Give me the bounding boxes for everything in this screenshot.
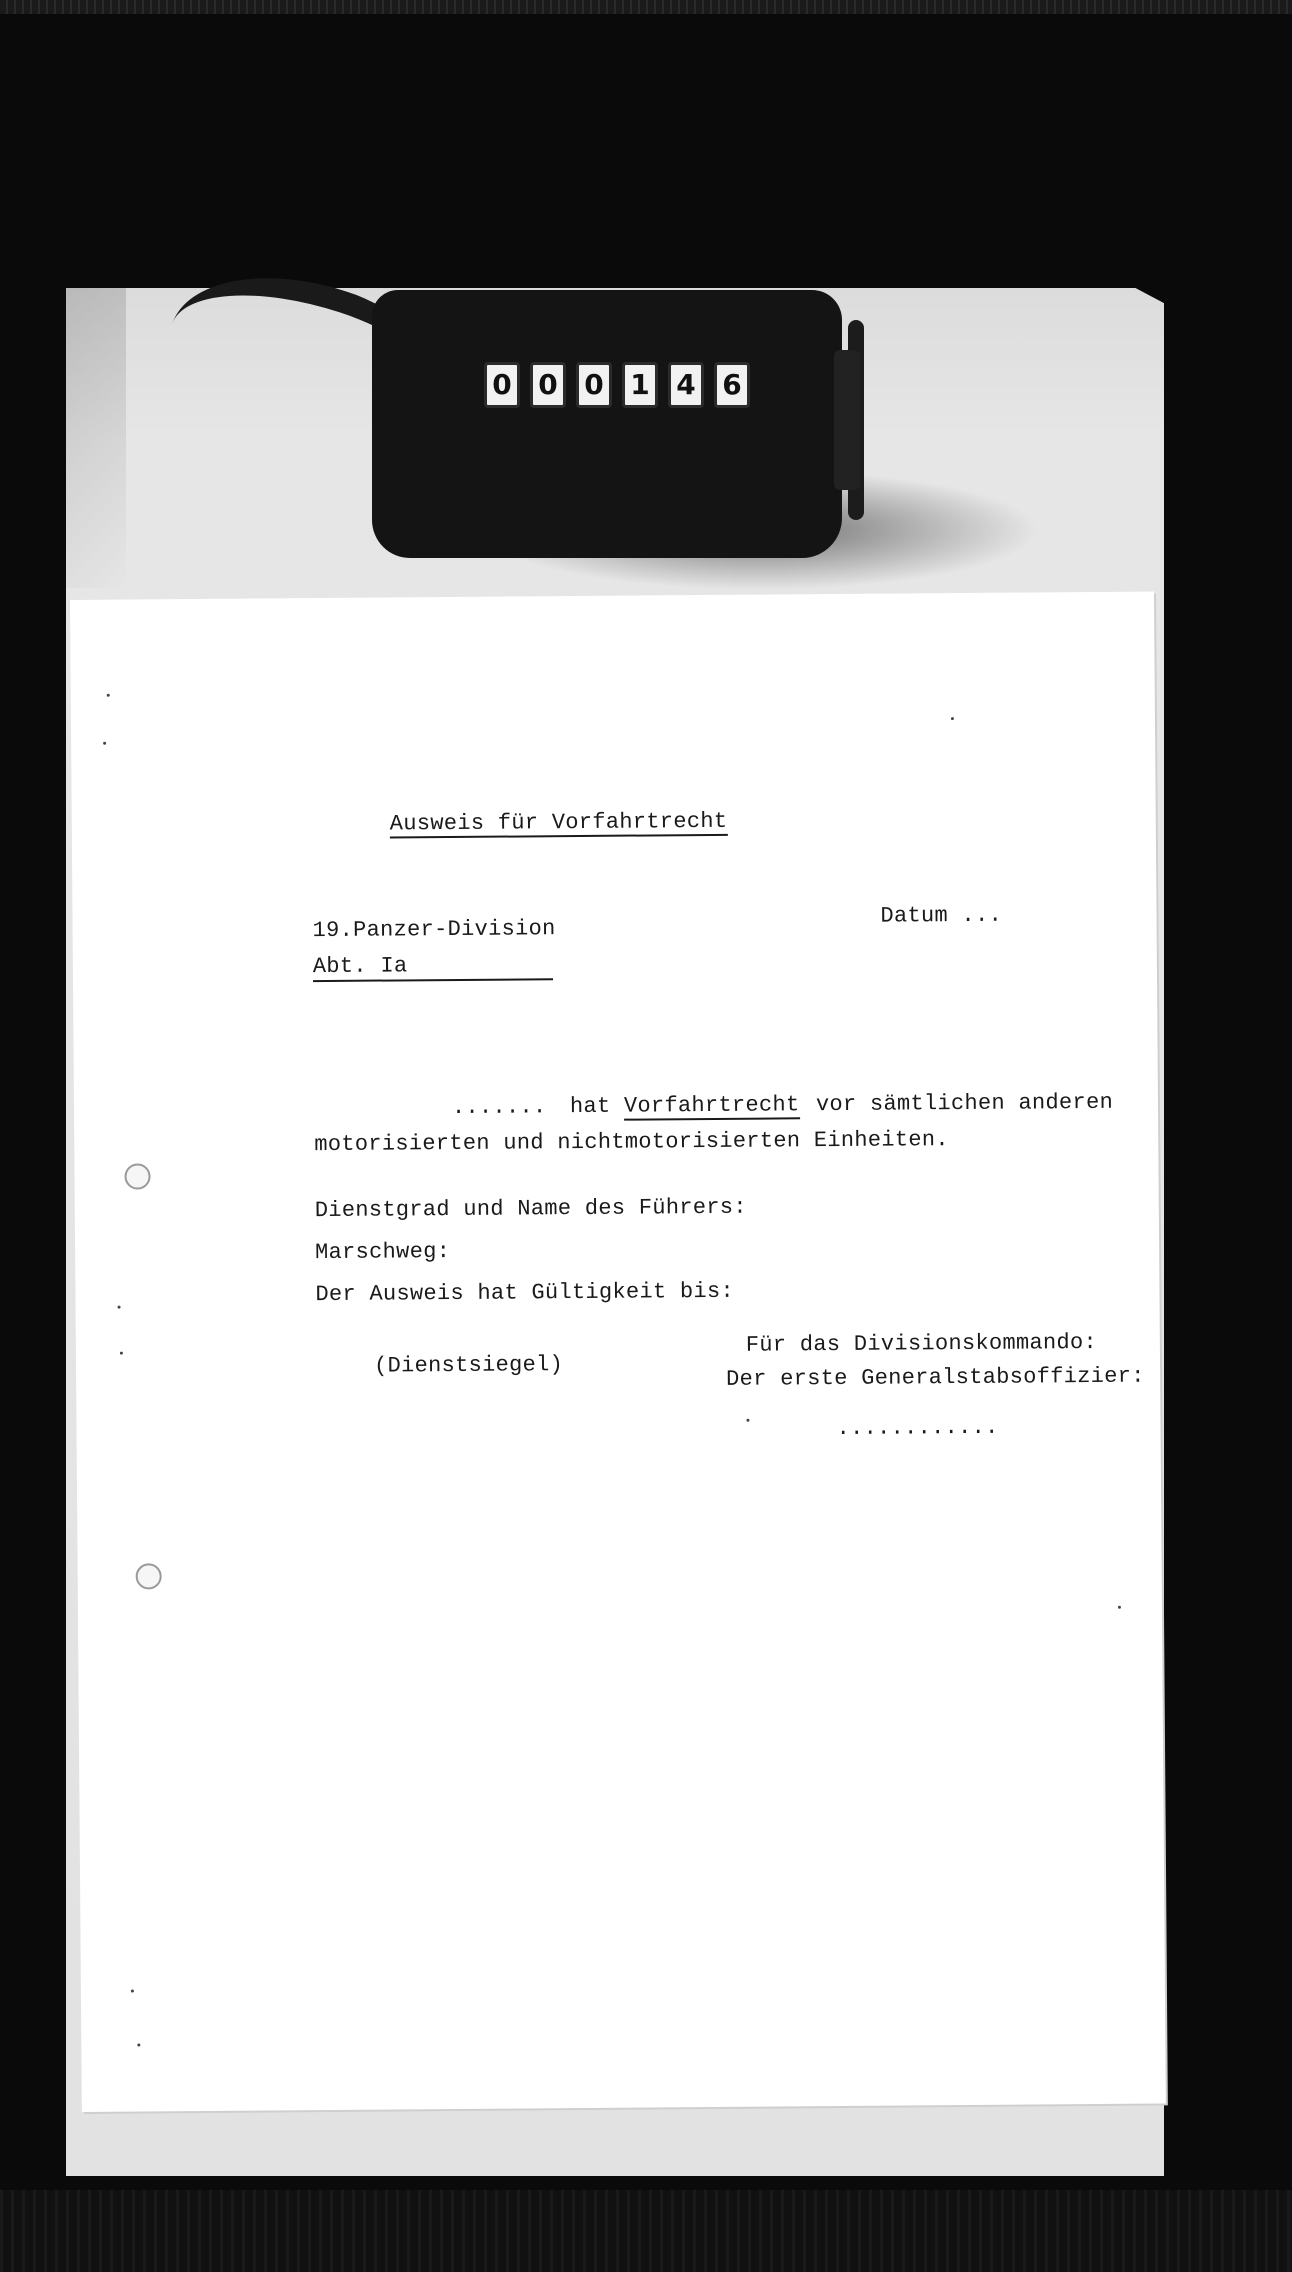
paper-speck	[1118, 1606, 1121, 1609]
body-keyword: Vorfahrtrecht	[623, 1092, 800, 1119]
frame-counter	[372, 290, 842, 558]
field-route: Marschweg:	[315, 1239, 451, 1266]
film-edge-bottom	[0, 2190, 1292, 2272]
unit-name: 19.Panzer-Division	[312, 916, 556, 944]
film-edge-top	[0, 0, 1292, 14]
field-validity: Der Ausweis hat Gültigkeit bis:	[315, 1278, 735, 1308]
counter-digit: 6	[714, 362, 750, 408]
counter-knob-cap	[834, 350, 860, 490]
counter-digit: 0	[576, 362, 612, 408]
paper-speck	[120, 1352, 123, 1355]
counter-digit: 1	[622, 362, 658, 408]
backing-shadow	[66, 288, 126, 588]
punch-hole	[136, 1563, 162, 1589]
document-page	[70, 591, 1166, 2111]
paper-speck	[746, 1419, 749, 1422]
department: Abt. Ia	[312, 953, 408, 980]
body-hat: hat	[569, 1093, 611, 1120]
signature-dots: ............	[836, 1414, 999, 1442]
paper-speck	[107, 694, 110, 697]
body-line2: motorisierten und nichtmotorisierten Einheiten.	[314, 1127, 949, 1158]
paper-speck	[118, 1306, 121, 1309]
field-leader: Dienstgrad und Name des Führers:	[314, 1194, 747, 1224]
punch-hole	[124, 1163, 150, 1189]
counter-digit: 0	[484, 362, 520, 408]
counter-digits	[484, 362, 750, 408]
seal-placeholder: (Dienstsiegel)	[373, 1352, 564, 1379]
counter-digit: 4	[668, 362, 704, 408]
paper-speck	[137, 2043, 140, 2046]
paper-speck	[103, 742, 106, 745]
counter-digit: 0	[530, 362, 566, 408]
signature-line2: Der erste Generalstabsoffizier:	[726, 1363, 1145, 1392]
document-title: Ausweis für Vorfahrtrecht	[389, 808, 728, 837]
paper-speck	[131, 1990, 134, 1993]
date-label: Datum ...	[880, 902, 1003, 929]
signature-line1: Für das Divisionskommando:	[745, 1329, 1098, 1358]
paper-speck	[951, 717, 954, 720]
counter-body	[372, 290, 842, 558]
body-line1-rest: vor sämtlichen anderen	[815, 1089, 1114, 1118]
body-placeholder-dots: .......	[451, 1094, 547, 1121]
